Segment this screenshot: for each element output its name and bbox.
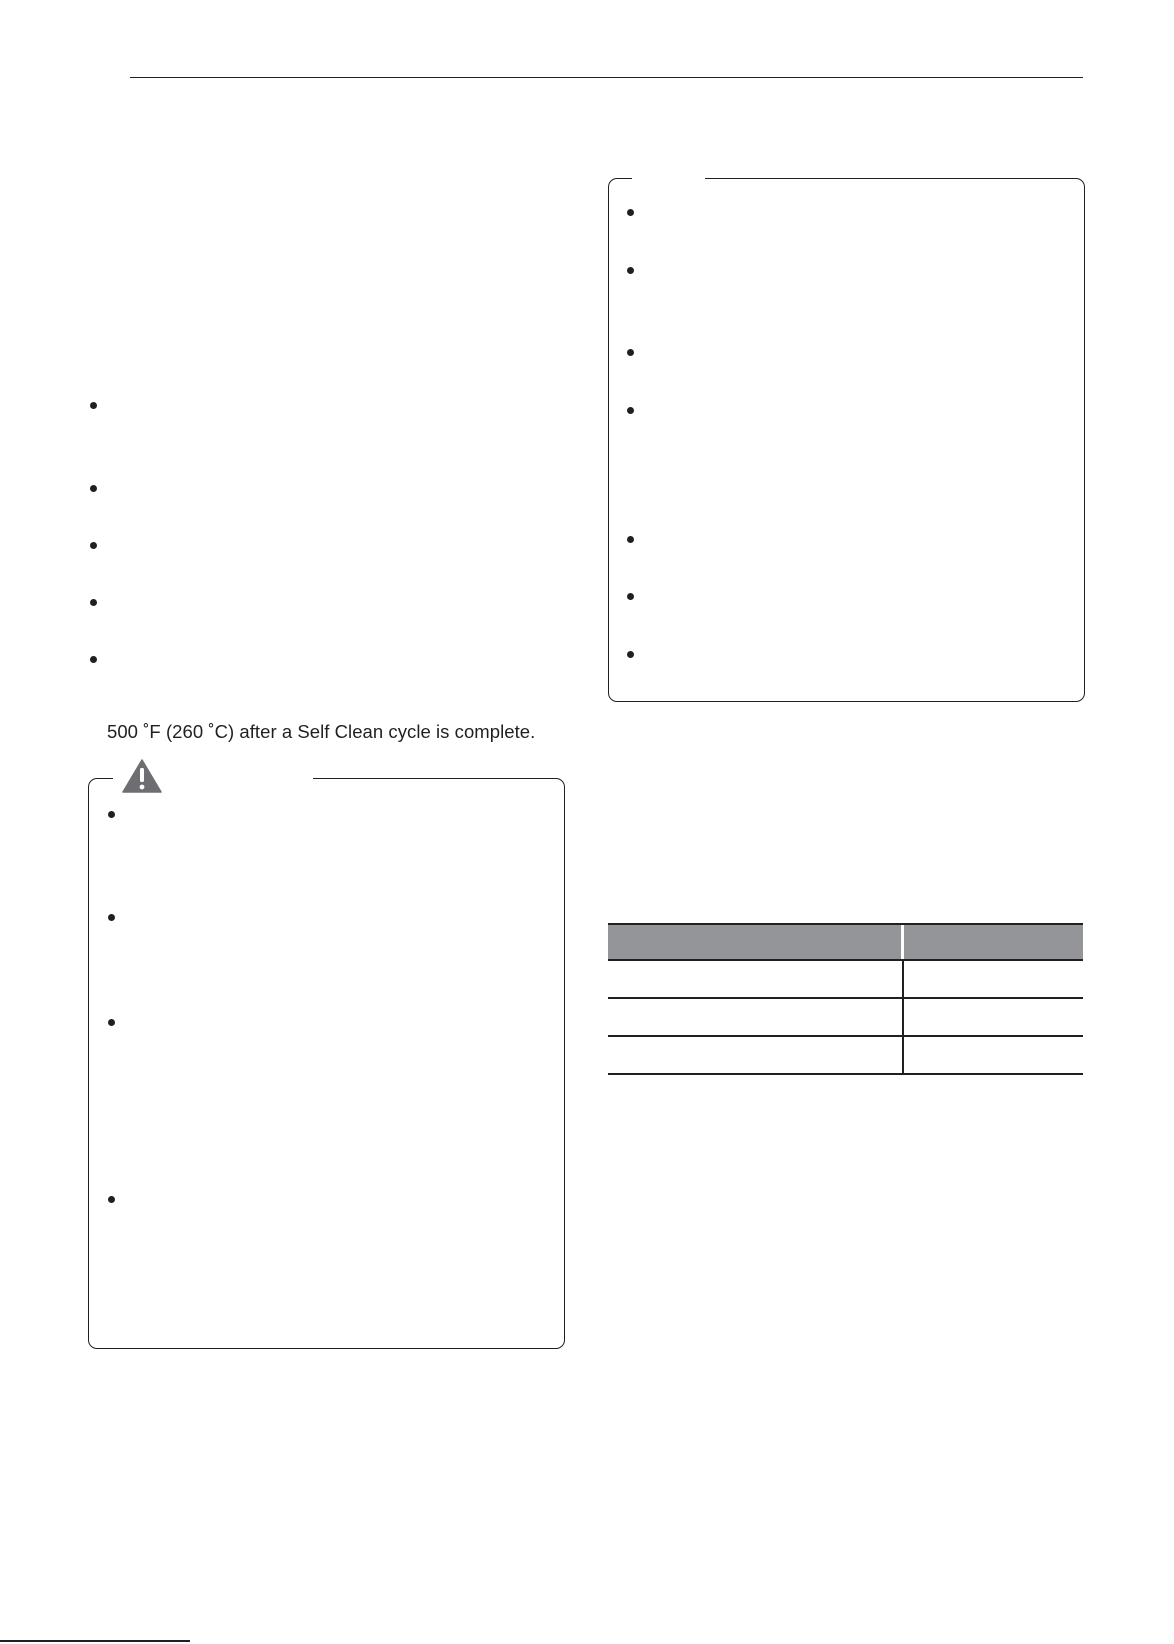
table-column-divider [902, 960, 904, 1073]
bullet [90, 656, 97, 663]
bullet [90, 485, 97, 492]
warning-triangle-icon [122, 759, 162, 793]
bullet [627, 349, 634, 356]
table-header-cell [904, 923, 1083, 959]
header-rule [130, 77, 1083, 78]
bullet [108, 811, 115, 818]
note-box-title-gap [632, 175, 705, 181]
table-rule [608, 959, 1083, 961]
bullet [90, 402, 97, 409]
self-clean-note: 500 ˚F (260 ˚C) after a Self Clean cycle is complete. [107, 721, 536, 742]
footer-mark [0, 1640, 190, 1642]
table-bottom-rule [608, 1073, 1083, 1075]
table-rule [608, 997, 1083, 999]
bullet [627, 536, 634, 543]
table-top-rule [608, 923, 1083, 925]
bullet [90, 599, 97, 606]
caution-box [88, 778, 565, 1349]
bullet [627, 209, 634, 216]
bullet [90, 542, 97, 549]
note-box [608, 178, 1085, 702]
bullet [627, 407, 634, 414]
bullet [627, 593, 634, 600]
bullet [627, 267, 634, 274]
table-header-cell [608, 923, 901, 959]
spec-table [608, 923, 1083, 1075]
bullet [108, 1196, 115, 1203]
table-rule [608, 1035, 1083, 1037]
bullet [108, 1019, 115, 1026]
bullet [627, 651, 634, 658]
bullet [108, 914, 115, 921]
